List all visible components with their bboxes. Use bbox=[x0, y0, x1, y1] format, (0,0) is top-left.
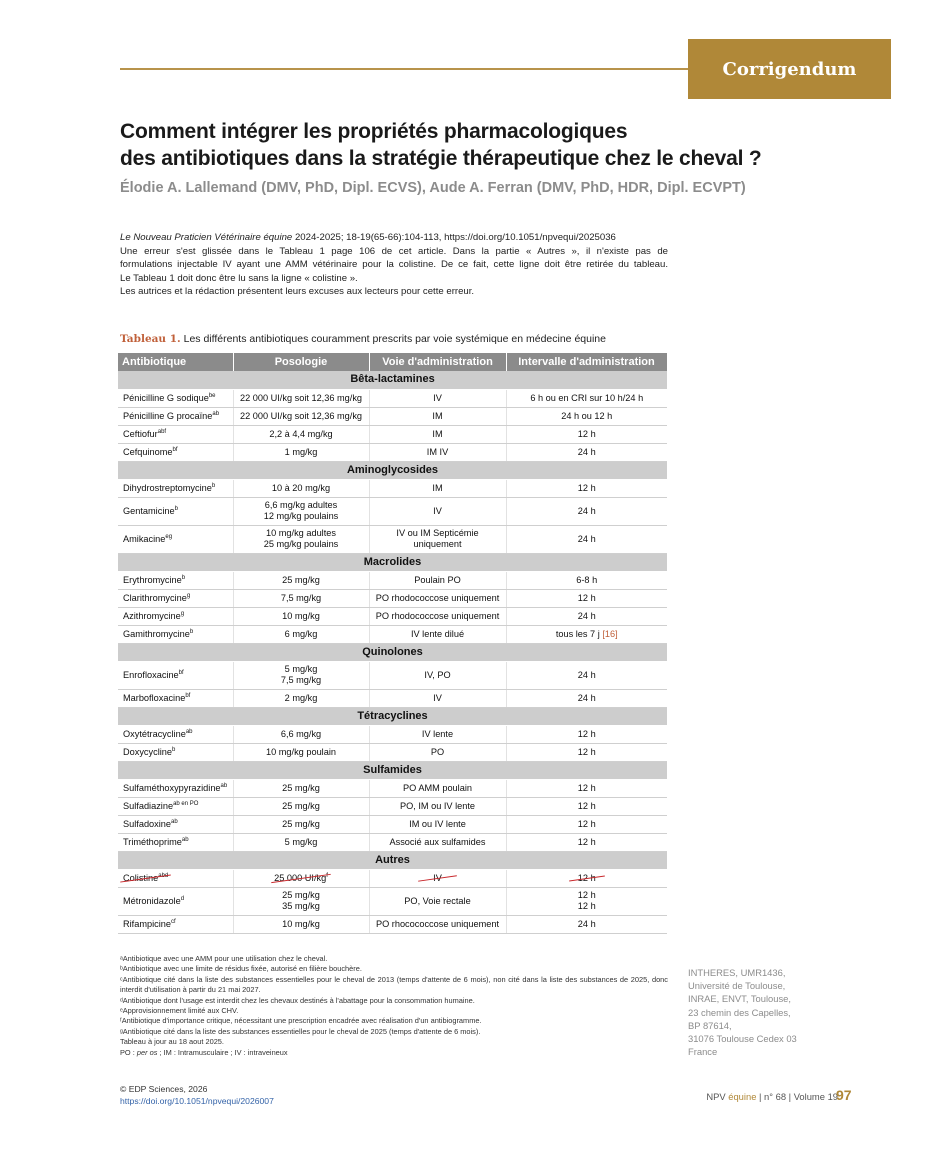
footnote-a: ᵃAntibiotique avec une AMM pour une utilisation chez le cheval. bbox=[120, 954, 328, 963]
table-label: Tableau 1. bbox=[120, 333, 181, 345]
strike-mark: IV bbox=[421, 873, 454, 884]
route: PO bbox=[369, 743, 506, 761]
drug-name: Sulfadiazine$^{ab en PO}$ bbox=[118, 797, 233, 815]
dose: 6 mg/kg bbox=[233, 625, 369, 643]
reference-rest: 2024-2025; 18-19(65-66):104-113, https://doi.org/10.1051/npvequi/2025036 bbox=[292, 232, 616, 243]
dose bbox=[233, 869, 369, 887]
dose: 1 mg/kg bbox=[233, 443, 369, 461]
route: PO rhocococcose uniquement bbox=[369, 915, 506, 933]
drug-name: Métronidazole$^d$ bbox=[118, 887, 233, 915]
table-row bbox=[118, 607, 667, 625]
route: PO, IM ou IV lente bbox=[369, 797, 506, 815]
interval: 12 h 12 h bbox=[506, 887, 667, 915]
table-caption-text: Les différents antibiotiques couramment prescrits par voie systémique en médecine équine bbox=[180, 333, 606, 345]
strike-mark: 25 000 $UI/kg^f$ bbox=[274, 872, 328, 883]
dose: 5 mg/kg bbox=[233, 833, 369, 851]
table-row bbox=[118, 425, 667, 443]
interval: 12 h bbox=[506, 833, 667, 851]
drug-name: Enrofloxacine$^{bf}$ bbox=[118, 661, 233, 689]
interval: 12 h bbox=[506, 815, 667, 833]
interval bbox=[506, 869, 667, 887]
interval: 6-8 h bbox=[506, 571, 667, 589]
table-row-struck bbox=[118, 869, 667, 887]
col-intervalle: Intervalle d'administration bbox=[506, 353, 667, 371]
col-antibiotique: Antibiotique bbox=[118, 353, 233, 371]
interval: 12 h bbox=[506, 589, 667, 607]
table-row bbox=[118, 725, 667, 743]
route: IV ou IM Septicémie uniquement bbox=[369, 525, 506, 553]
drug-name: Gamithromycine$^b$ bbox=[118, 625, 233, 643]
drug-name: Pénicilline G sodique$^{be}$ bbox=[118, 389, 233, 407]
intro-line-4: Les autrices et la rédaction présentent leurs excuses aux lecteurs pour cette erreur. bbox=[120, 286, 475, 297]
table-row bbox=[118, 625, 667, 643]
table-row bbox=[118, 797, 667, 815]
interval: 12 h bbox=[506, 725, 667, 743]
drug-name: Oxytétracycline$^{ab}$ bbox=[118, 725, 233, 743]
copyright-block bbox=[120, 1083, 274, 1107]
strike-mark: Colistine$^{abd}$ bbox=[123, 872, 169, 883]
interval: 12 h bbox=[506, 743, 667, 761]
table-row bbox=[118, 743, 667, 761]
drug-name: Sulfadoxine$^{ab}$ bbox=[118, 815, 233, 833]
drug-name: Dihydrostreptomycine$^b$ bbox=[118, 479, 233, 497]
table-row bbox=[118, 833, 667, 851]
interval: 24 h bbox=[506, 443, 667, 461]
table-row bbox=[118, 407, 667, 425]
journal-footer: NPV équine | n° 68 | Volume 19 bbox=[706, 1091, 838, 1102]
table-row bbox=[118, 661, 667, 689]
footnote-abbreviations: PO : per os ; IM : Intramusculaire ; IV : intraveineux bbox=[120, 1047, 288, 1057]
category-row bbox=[118, 707, 667, 725]
dose: 7,5 mg/kg bbox=[233, 589, 369, 607]
dose: 10 mg/kg bbox=[233, 915, 369, 933]
category-label: Quinolones bbox=[118, 643, 667, 661]
route: IV bbox=[369, 497, 506, 525]
dose: 22 000 UI/kg soit 12,36 mg/kg bbox=[233, 407, 369, 425]
category-row bbox=[118, 761, 667, 779]
drug-name: Doxycycline$^b$ bbox=[118, 743, 233, 761]
footnote-f: ᶠAntibiotique d'importance critique, nécessitant une prescription encadrée avec réalisation d'un antibiogramme. bbox=[120, 1016, 482, 1026]
interval: 6 h ou en CRI sur 10 h/24 h bbox=[506, 389, 667, 407]
footnote-date: Tableau à jour au 18 aout 2025. bbox=[120, 1037, 224, 1047]
table-row bbox=[118, 689, 667, 707]
antibiotics-table bbox=[118, 353, 668, 934]
category-row bbox=[118, 461, 667, 479]
reference-link[interactable]: [16] bbox=[602, 628, 618, 639]
drug-name bbox=[118, 869, 233, 887]
drug-name: Marbofloxacine$^{bf}$ bbox=[118, 689, 233, 707]
drug-name: Pénicilline G procaïne$^{ab}$ bbox=[118, 407, 233, 425]
interval: 24 h bbox=[506, 689, 667, 707]
category-row bbox=[118, 371, 667, 389]
col-voie: Voie d'administration bbox=[369, 353, 506, 371]
category-label: Autres bbox=[118, 851, 667, 869]
drug-name: Amikacine$^{eg}$ bbox=[118, 525, 233, 553]
drug-name: Gentamicine$^b$ bbox=[118, 497, 233, 525]
table-row bbox=[118, 479, 667, 497]
route: IV, PO bbox=[369, 661, 506, 689]
col-posologie: Posologie bbox=[233, 353, 369, 371]
table-row bbox=[118, 389, 667, 407]
dose: 25 mg/kg 35 mg/kg bbox=[233, 887, 369, 915]
footnote-c: ᶜAntibiotique cité dans la liste des substances essentielles pour le cheval de 2013 (temps d'attente de 6 mois), non cité dans la liste des substances de 2025, donc interdit d'utilisation à partir du 21 mai 2027. bbox=[120, 974, 668, 995]
table-row bbox=[118, 497, 667, 525]
footnote-d: ᵈAntibiotique dont l'usage est interdit chez les chevaux destinés à l'abattage pour la consommation humaine. bbox=[120, 995, 475, 1005]
dose: 6,6 mg/kg adultes 12 mg/kg poulains bbox=[233, 497, 369, 525]
category-label: Aminoglycosides bbox=[118, 461, 667, 479]
drug-name: Ceftiofur$^{abf}$ bbox=[118, 425, 233, 443]
route bbox=[369, 869, 506, 887]
corrigendum-text bbox=[120, 231, 668, 299]
drug-name: Erythromycine$^b$ bbox=[118, 571, 233, 589]
dose: 10 mg/kg adultes 25 mg/kg poulains bbox=[233, 525, 369, 553]
table-row bbox=[118, 815, 667, 833]
drug-name: Triméthoprime$^{ab}$ bbox=[118, 833, 233, 851]
drug-name: Rifampicine$^{cf}$ bbox=[118, 915, 233, 933]
category-row bbox=[118, 643, 667, 661]
dose: 10 mg/kg bbox=[233, 607, 369, 625]
reference-line bbox=[120, 231, 668, 245]
interval: 12 h bbox=[506, 479, 667, 497]
table-header-row bbox=[118, 353, 667, 371]
footnote-e: ᵉApprovisionnement limité aux CHV. bbox=[120, 1006, 239, 1016]
header-rule bbox=[120, 68, 688, 70]
category-row bbox=[118, 553, 667, 571]
table-row bbox=[118, 915, 667, 933]
route: IM bbox=[369, 425, 506, 443]
dose: 25 mg/kg bbox=[233, 815, 369, 833]
journal-name: Le Nouveau Praticien Vétérinaire équine bbox=[120, 232, 293, 243]
table-footnotes bbox=[120, 954, 668, 1058]
dose: 5 mg/kg 7,5 mg/kg bbox=[233, 661, 369, 689]
route: IV bbox=[369, 389, 506, 407]
interval: 24 h ou 12 h bbox=[506, 407, 667, 425]
interval: 24 h bbox=[506, 497, 667, 525]
corrigendum-badge: Corrigendum bbox=[688, 39, 891, 99]
interval: 24 h bbox=[506, 525, 667, 553]
table-caption bbox=[120, 333, 680, 345]
route: PO, Voie rectale bbox=[369, 887, 506, 915]
route: PO rhodococcose uniquement bbox=[369, 607, 506, 625]
route: PO rhodococcose uniquement bbox=[369, 589, 506, 607]
dose: 25 mg/kg bbox=[233, 779, 369, 797]
table-row bbox=[118, 589, 667, 607]
footnote-g: ᵍAntibiotique cité dans la liste des substances essentielles pour le cheval de 2025 (temps d'attente de 6 mois). bbox=[120, 1026, 481, 1036]
title-line-1: Comment intégrer les propriétés pharmacologiques bbox=[120, 120, 628, 143]
dose: 6,6 mg/kg bbox=[233, 725, 369, 743]
route: IM bbox=[369, 479, 506, 497]
category-row bbox=[118, 851, 667, 869]
authors: Élodie A. Lallemand (DMV, PhD, Dipl. ECVS), Aude A. Ferran (DMV, PhD, HDR, Dipl. ECVPT) bbox=[120, 180, 746, 196]
route: IV lente dilué bbox=[369, 625, 506, 643]
interval: 24 h bbox=[506, 661, 667, 689]
interval: 12 h bbox=[506, 779, 667, 797]
copyright: © EDP Sciences, 2026 bbox=[120, 1084, 208, 1094]
route: PO AMM poulain bbox=[369, 779, 506, 797]
table-row bbox=[118, 887, 667, 915]
interval: 12 h bbox=[506, 425, 667, 443]
drug-name: Cefquinome$^{bf}$ bbox=[118, 443, 233, 461]
route: IV lente bbox=[369, 725, 506, 743]
drug-name: Clarithromycine$^g$ bbox=[118, 589, 233, 607]
route: Poulain PO bbox=[369, 571, 506, 589]
doi-link[interactable]: https://doi.org/10.1051/npvequi/2026007 bbox=[120, 1096, 274, 1106]
table-row bbox=[118, 443, 667, 461]
category-label: Tétracyclines bbox=[118, 707, 667, 725]
route: IM bbox=[369, 407, 506, 425]
drug-name: Azithromycine$^g$ bbox=[118, 607, 233, 625]
route: IV bbox=[369, 689, 506, 707]
drug-name: Sulfaméthoxypyrazidine$^{ab}$ bbox=[118, 779, 233, 797]
author-address: INTHERES, UMR1436, Université de Toulouse, INRAE, ENVT, Toulouse, 23 chemin des Capelles, BP 87614, 31076 Toulouse Cedex 03 France bbox=[688, 967, 797, 1058]
strike-mark: 12 h bbox=[572, 873, 602, 884]
dose: 25 mg/kg bbox=[233, 797, 369, 815]
intro-line-3: Le Tableau 1 doit donc être lu sans la ligne « colistine ». bbox=[120, 272, 358, 284]
interval: tous les 7 j [16] bbox=[506, 625, 667, 643]
interval: 24 h bbox=[506, 607, 667, 625]
dose: 10 mg/kg poulain bbox=[233, 743, 369, 761]
article-title bbox=[120, 118, 840, 172]
footnote-b: ᵇAntibiotique avec une limite de résidus fixée, autorisé en filière bouchère. bbox=[120, 964, 362, 974]
title-line-2: des antibiotiques dans la stratégie thérapeutique chez le cheval ? bbox=[120, 147, 762, 170]
category-label: Macrolides bbox=[118, 553, 667, 571]
category-label: Bêta-lactamines bbox=[118, 371, 667, 389]
route: Associé aux sulfamides bbox=[369, 833, 506, 851]
table-row bbox=[118, 525, 667, 553]
interval: 12 h bbox=[506, 797, 667, 815]
dose: 25 mg/kg bbox=[233, 571, 369, 589]
dose: 22 000 UI/kg soit 12,36 mg/kg bbox=[233, 389, 369, 407]
interval: 24 h bbox=[506, 915, 667, 933]
intro-line-1: Une erreur s'est glissée dans le Tableau 1 page 106 de cet article. Dans la partie « Autres », il n'existe pas de bbox=[120, 245, 668, 257]
route: IM ou IV lente bbox=[369, 815, 506, 833]
dose: 10 à 20 mg/kg bbox=[233, 479, 369, 497]
table-row bbox=[118, 779, 667, 797]
category-label: Sulfamides bbox=[118, 761, 667, 779]
dose: 2 mg/kg bbox=[233, 689, 369, 707]
intro-line-2: formulations injectable IV ayant une AMM vétérinaire pour la colistine. De ce fait, cette ligne doit être retirée du tableau. bbox=[120, 259, 668, 270]
dose: 2,2 à 4,4 mg/kg bbox=[233, 425, 369, 443]
route: IM IV bbox=[369, 443, 506, 461]
page-number: 97 bbox=[836, 1087, 852, 1103]
table-row bbox=[118, 571, 667, 589]
